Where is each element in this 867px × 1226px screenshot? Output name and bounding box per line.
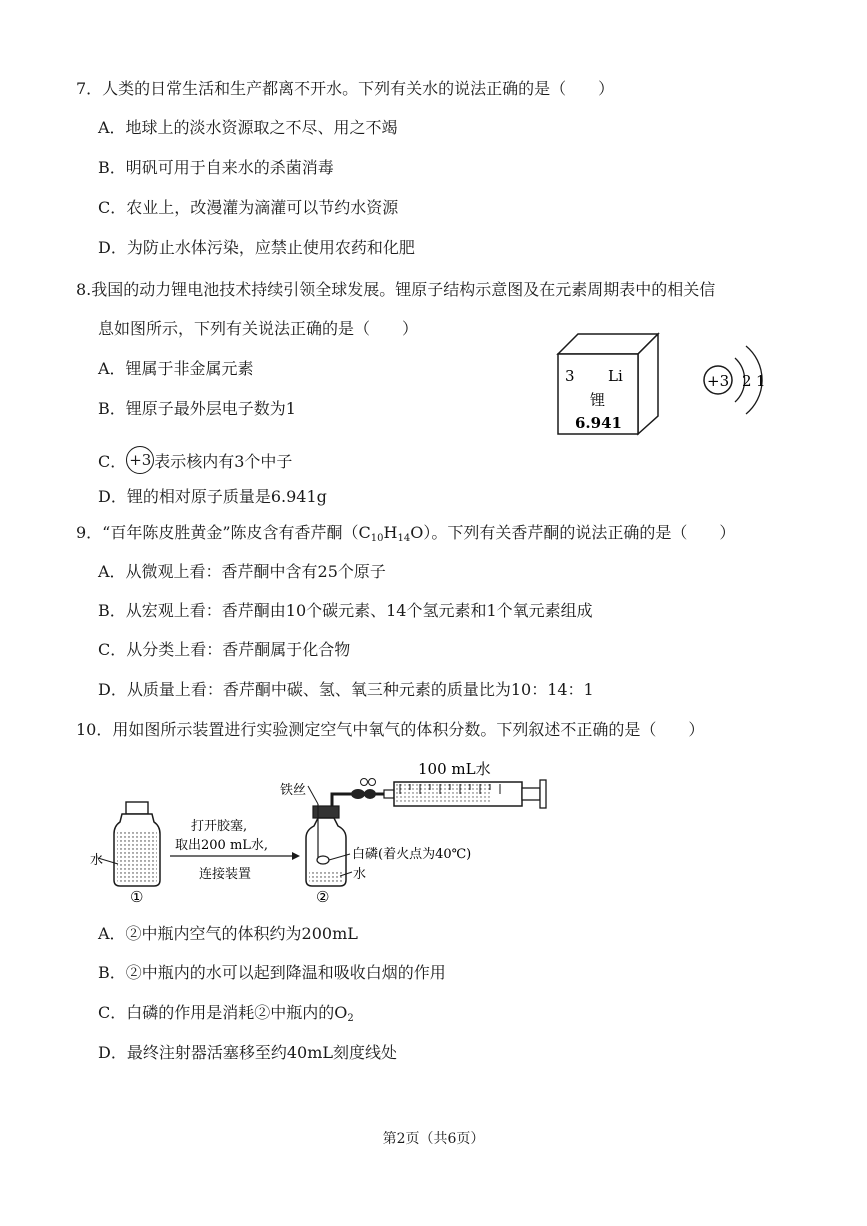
step-remove-water: 取出200 mL水, xyxy=(175,838,269,853)
experiment-apparatus-figure xyxy=(88,752,558,904)
q9-formula-carbon-count: 10 xyxy=(370,533,384,544)
lithium-atom-structure xyxy=(698,338,778,424)
pinch-clamp-icon xyxy=(351,779,376,800)
q10-option-d: D．最终注射器活塞移至约40mL刻度线处 xyxy=(98,1043,397,1062)
element-atomic-mass: 6.941 xyxy=(575,414,622,432)
connecting-tube xyxy=(332,794,346,806)
element-name: 锂 xyxy=(590,391,606,409)
white-phosphorus-icon xyxy=(317,856,329,864)
nucleus-charge: +3 xyxy=(707,372,730,390)
q7-option-a: A．地球上的淡水资源取之不尽、用之不竭 xyxy=(98,118,398,137)
periodic-table-cell xyxy=(552,330,664,438)
q8-option-a: A．锂属于非金属元素 xyxy=(98,359,254,378)
page-footer: 第2页（共6页） xyxy=(382,1131,485,1147)
q8-option-b: B．锂原子最外层电子数为1 xyxy=(98,399,296,418)
step-connect: 连接装置 xyxy=(199,867,252,882)
bottle-1-number: ① xyxy=(130,888,144,904)
q9-stem-end: O）。下列有关香芹酮的说法正确的是（ ） xyxy=(410,523,736,542)
iron-wire-label: 铁丝 xyxy=(280,783,307,798)
syringe-icon xyxy=(394,780,546,808)
element-atomic-number: 3 xyxy=(565,367,575,385)
q9-option-c: C．从分类上看：香芹酮属于化合物 xyxy=(98,640,351,659)
q8-option-c xyxy=(98,446,292,474)
q10-option-c-text: C．白磷的作用是消耗②中瓶内的O xyxy=(98,1003,348,1022)
q8-option-d: D．锂的相对原子质量是6.941g xyxy=(98,487,327,506)
q8-stem-line1: 8.我国的动力锂电池技术持续引领全球发展。锂原子结构示意图及在元素周期表中的相关信 xyxy=(76,280,716,299)
q8-option-c-prefix: C． xyxy=(98,452,127,471)
q8-stem-line2: 息如图所示，下列有关说法正确的是（ ） xyxy=(98,319,419,338)
q10-option-a: A．②中瓶内空气的体积约为200mL xyxy=(98,924,358,943)
q9-formula-hydrogen-count: 14 xyxy=(397,533,411,544)
bottle-2-icon xyxy=(306,806,346,886)
bottle-2-number: ② xyxy=(316,888,330,904)
nucleus-circle-icon: +3 xyxy=(126,446,154,474)
q9-option-d: D．从质量上看：香芹酮中碳、氢、氧三种元素的质量比为10：14：1 xyxy=(98,680,594,699)
q9-stem-start: 9．“百年陈皮胜黄金”陈皮含有香芹酮（C xyxy=(76,523,371,542)
syringe-label: 100 mL水 xyxy=(418,760,491,778)
q9-formula-h: H xyxy=(383,523,398,542)
bottle-2-water-label: 水 xyxy=(353,867,367,882)
q10-option-b: B．②中瓶内的水可以起到降温和吸收白烟的作用 xyxy=(98,963,446,982)
q10-option-c-subscript: 2 xyxy=(347,1013,354,1024)
electron-shell-1-count: 2 xyxy=(742,372,752,390)
q10-stem: 10．用如图所示装置进行实验测定空气中氧气的体积分数。下列叙述不正确的是（ ） xyxy=(76,720,705,739)
q7-option-c: C．农业上，改漫灌为滴灌可以节约水资源 xyxy=(98,198,399,217)
electron-shell-2-count: 1 xyxy=(756,372,766,390)
bottle-1-water-label: 水 xyxy=(90,853,104,868)
q9-option-a: A．从微观上看：香芹酮中含有25个原子 xyxy=(98,562,386,581)
white-phosphorus-label: 白磷(着火点为40℃) xyxy=(352,847,472,862)
q10-option-c xyxy=(98,1002,354,1030)
q7-stem: 7．人类的日常生活和生产都离不开水。下列有关水的说法正确的是（ ） xyxy=(76,79,615,98)
q8-option-c-text: 表示核内有3个中子 xyxy=(154,452,293,471)
q7-option-d: D．为防止水体污染，应禁止使用农药和化肥 xyxy=(98,238,415,257)
q7-option-b: B．明矾可用于自来水的杀菌消毒 xyxy=(98,158,334,177)
element-symbol: Li xyxy=(608,367,623,385)
bottle-1-icon xyxy=(114,802,160,886)
q9-option-b: B．从宏观上看：香芹酮由10个碳元素、14个氢元素和1个氧元素组成 xyxy=(98,601,593,620)
step-open-stopper: 打开胶塞, xyxy=(191,819,248,834)
q9-stem xyxy=(76,522,735,550)
